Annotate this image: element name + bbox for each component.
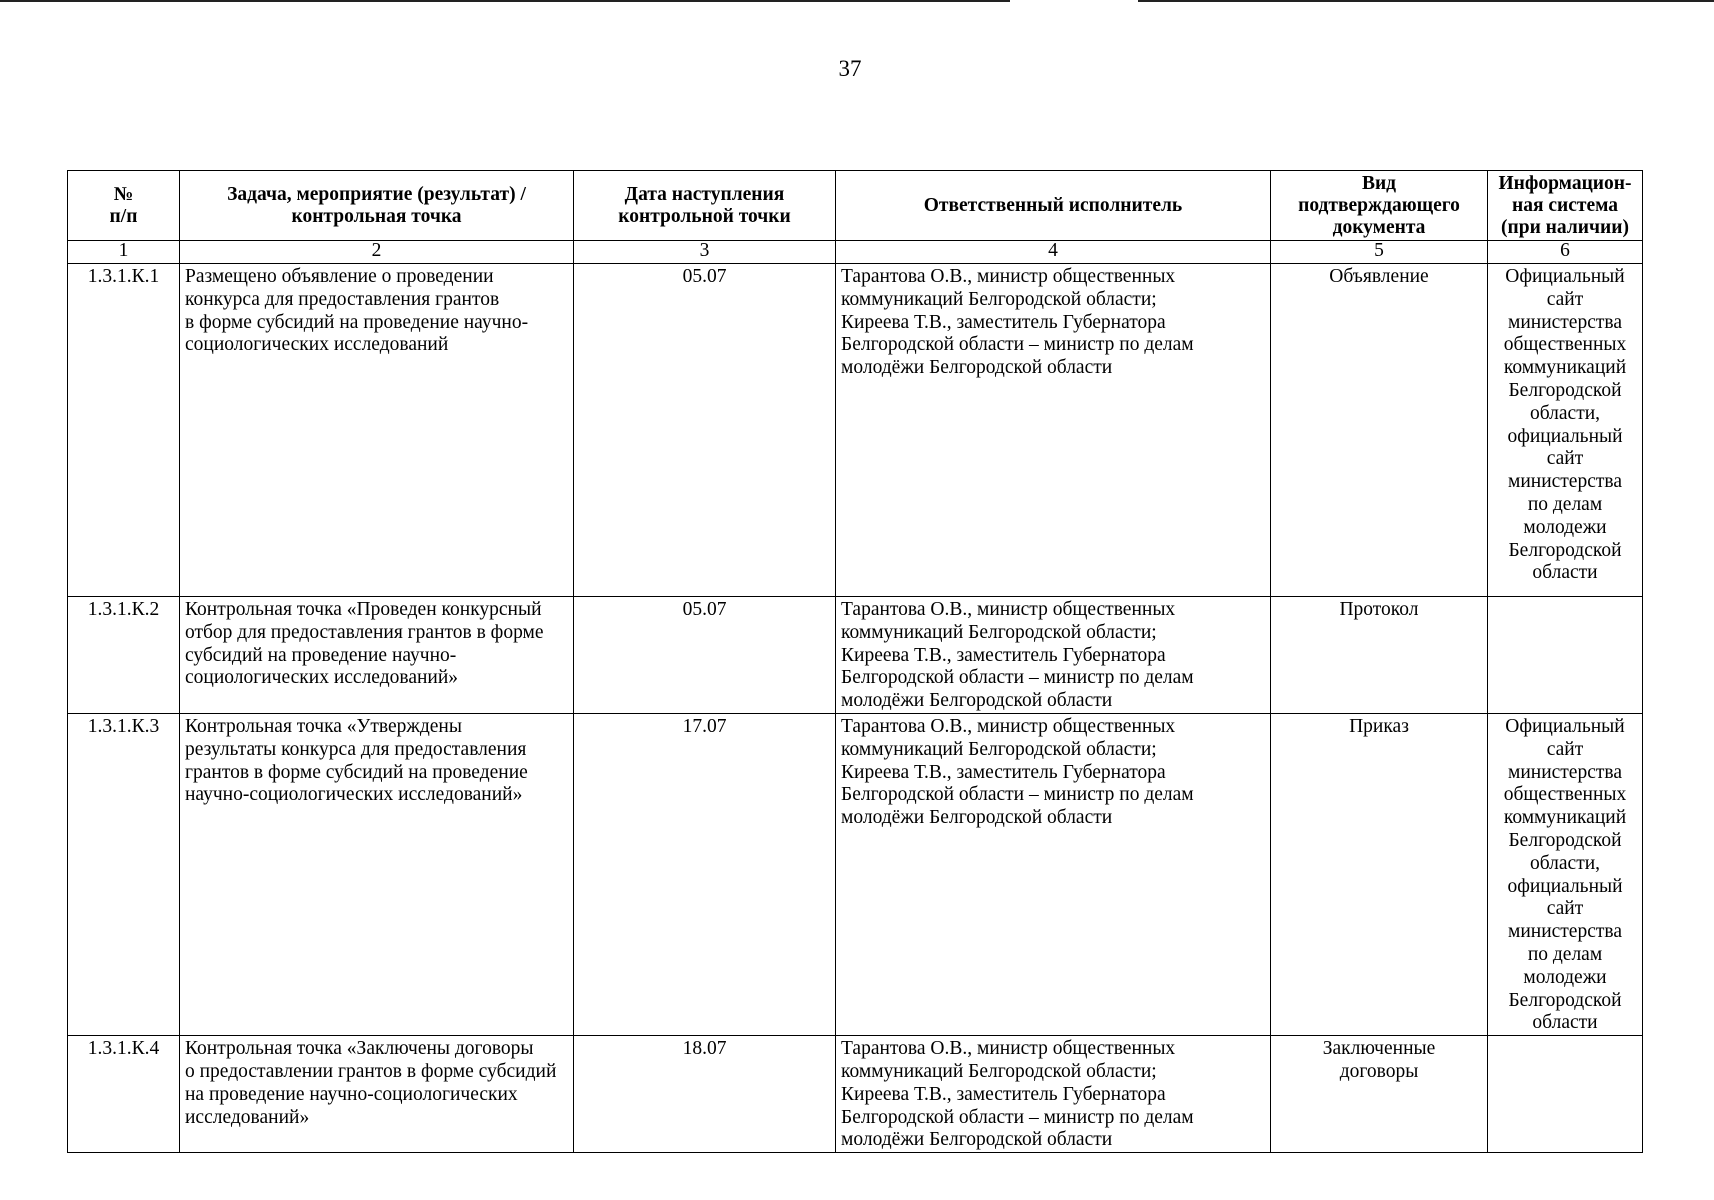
row-executor: Тарантова О.В., министр общественных коммуникаций Белгородской области; Киреева Т.В., заместитель Губернатора Белгородской области – министр по делам молодёжи Белгородской области [836,1036,1271,1153]
column-number-row [68,241,1643,264]
row-number: 1.3.1.К.2 [68,597,180,714]
header-row [68,171,1643,241]
row-task: Контрольная точка «Утверждены результаты конкурса для предоставления грантов в форме субсидий на проведение научно-социологических исследований» [180,713,574,1035]
table-row [68,1036,1643,1153]
row-doc-type: Протокол [1271,597,1488,714]
table-row [68,597,1643,714]
header-date: Дата наступления контрольной точки [574,171,836,241]
row-info-system: Официальный сайт министерства общественных коммуникаций Белгородской области, официальный сайт министерства по делам молодежи Белгородской области [1488,264,1643,597]
row-executor: Тарантова О.В., министр общественных коммуникаций Белгородской области; Киреева Т.В., заместитель Губернатора Белгородской области – министр по делам молодёжи Белгородской области [836,597,1271,714]
top-rule-left [0,0,1010,2]
row-executor: Тарантова О.В., министр общественных коммуникаций Белгородской области; Киреева Т.В., заместитель Губернатора Белгородской области – министр по делам молодёжи Белгородской области [836,713,1271,1035]
row-task: Контрольная точка «Проведен конкурсный отбор для предоставления грантов в форме субсидий на проведение научно- социологических исследований» [180,597,574,714]
row-number: 1.3.1.К.1 [68,264,180,597]
row-date: 05.07 [574,597,836,714]
row-task: Контрольная точка «Заключены договоры о предоставлении грантов в форме субсидий на проведение научно-социологических исследований» [180,1036,574,1153]
column-number: 2 [180,241,574,264]
column-number: 6 [1488,241,1643,264]
header-executor: Ответственный исполнитель [836,171,1271,241]
row-info-system [1488,597,1643,714]
control-points-table [67,170,1643,1153]
column-number: 1 [68,241,180,264]
page-number: 37 [838,56,862,81]
table-row [68,264,1643,597]
row-doc-type: Объявление [1271,264,1488,597]
row-task: Размещено объявление о проведении конкурса для предоставления грантов в форме субсидий на проведение научно- социологических исследований [180,264,574,597]
row-date: 05.07 [574,264,836,597]
column-number: 3 [574,241,836,264]
top-rule-right [1138,0,1714,2]
table-row [68,713,1643,1035]
row-executor: Тарантова О.В., министр общественных коммуникаций Белгородской области; Киреева Т.В., заместитель Губернатора Белгородской области – министр по делам молодёжи Белгородской области [836,264,1271,597]
row-info-system: Официальный сайт министерства общественных коммуникаций Белгородской области, официальный сайт министерства по делам молодежи Белгородской области [1488,713,1643,1035]
header-doc-type: Вид подтверждающего документа [1271,171,1488,241]
header-info-system: Информацион- ная система (при наличии) [1488,171,1643,241]
header-task: Задача, мероприятие (результат) / контрольная точка [180,171,574,241]
row-number: 1.3.1.К.4 [68,1036,180,1153]
row-doc-type: Приказ [1271,713,1488,1035]
row-date: 17.07 [574,713,836,1035]
column-number: 4 [836,241,1271,264]
header-num: № п/п [68,171,180,241]
row-number: 1.3.1.К.3 [68,713,180,1035]
row-date: 18.07 [574,1036,836,1153]
row-doc-type: Заключенные договоры [1271,1036,1488,1153]
row-info-system [1488,1036,1643,1153]
column-number: 5 [1271,241,1488,264]
